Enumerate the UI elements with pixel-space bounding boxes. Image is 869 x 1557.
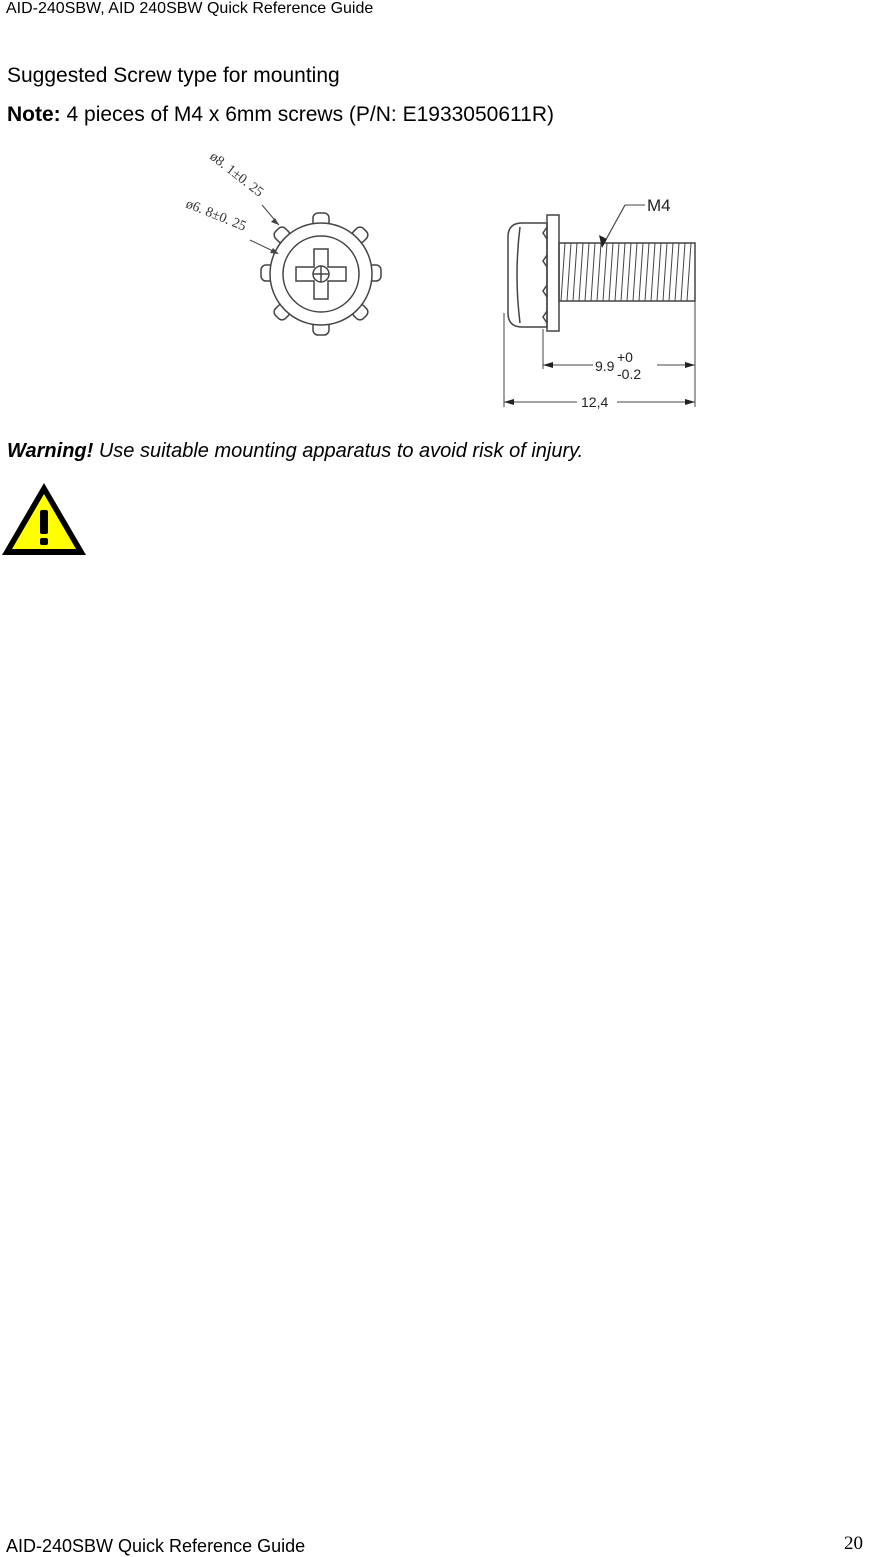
warning-label: Warning! xyxy=(7,440,94,462)
page-number: 20 xyxy=(844,1533,863,1554)
shank-length: 9.9 xyxy=(595,358,615,374)
screw-diagram xyxy=(175,145,705,415)
total-length: 12,4 xyxy=(581,394,609,410)
dim-outer-diameter: ø8. 1±0. 25 xyxy=(206,149,266,201)
dim-inner-diameter: ø6. 8±0. 25 xyxy=(183,196,249,235)
screw-top-view xyxy=(261,213,381,335)
section-heading: Suggested Screw type for mounting xyxy=(7,64,340,87)
page-header: AID-240SBW, AID 240SBW Quick Reference Guide xyxy=(6,0,374,17)
warning-paragraph xyxy=(7,440,583,463)
note-paragraph xyxy=(7,103,554,127)
shank-tolerance-plus: +0 xyxy=(617,349,633,365)
screw-head xyxy=(508,223,547,327)
thread-label: M4 xyxy=(647,196,671,215)
shank-tolerance-minus: -0.2 xyxy=(617,366,642,382)
warning-icon xyxy=(0,480,88,558)
note-text: 4 pieces of M4 x 6mm screws (P/N: E1933050611R) xyxy=(60,103,554,126)
thread-lines xyxy=(561,243,691,301)
warning-text: Use suitable mounting apparatus to avoid risk of injury. xyxy=(93,440,584,462)
washer-side xyxy=(547,215,559,331)
page-footer: AID-240SBW Quick Reference Guide xyxy=(6,1536,306,1556)
screw-side-view xyxy=(508,215,695,331)
note-label: Note: xyxy=(7,103,61,126)
